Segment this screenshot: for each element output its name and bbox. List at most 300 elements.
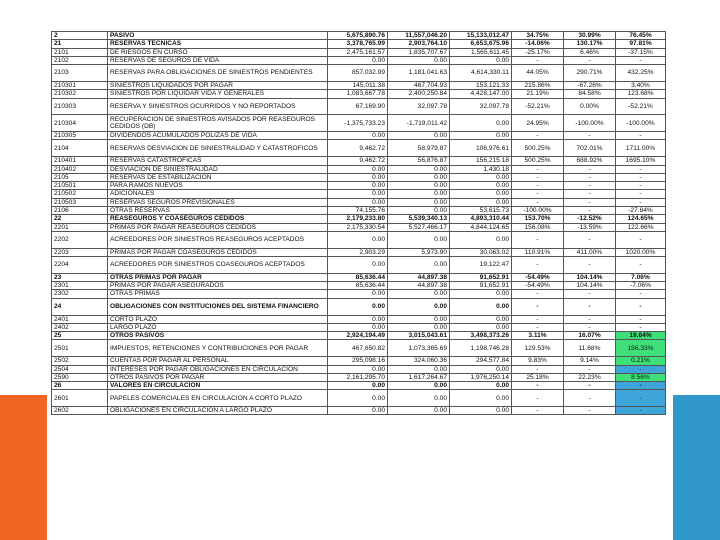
value-period-3: 91,652.91	[450, 273, 512, 281]
account-code: 2601	[52, 390, 108, 407]
account-name: OTRAS RESERVAS	[108, 207, 328, 215]
account-code: 2501	[52, 340, 108, 357]
pct-change-3: -	[616, 407, 666, 415]
account-name: DIVIDENDOS ACUMULADOS POLIZAS DE VIDA	[108, 132, 328, 140]
table-row	[52, 223, 666, 231]
account-name: OBLIGACIONES CON INSTITUCIONES DEL SISTEMA FINANCIERO	[108, 298, 328, 315]
pct-change-2: 702.01%	[564, 140, 616, 157]
value-period-3: 32,097.78	[450, 98, 512, 115]
value-period-3: 15,133,012.47	[450, 32, 512, 40]
pct-change-2: -	[564, 173, 616, 181]
pct-change-1: -	[512, 198, 564, 206]
account-code: 2106	[52, 207, 108, 215]
pct-change-3: 1020.00%	[616, 248, 666, 256]
pct-change-2: -	[564, 182, 616, 190]
value-period-2: 0.00	[388, 407, 450, 415]
value-period-1: 467,650.82	[328, 340, 388, 357]
pct-change-2: -	[564, 298, 616, 315]
table-row	[52, 173, 666, 181]
account-code: 2105	[52, 173, 108, 181]
account-name: ADICIONALES	[108, 190, 328, 198]
value-period-1: 0.00	[328, 382, 388, 390]
value-period-1: 145,011.38	[328, 81, 388, 89]
value-period-3: 0.00	[450, 407, 512, 415]
account-name: CUENTAS POR PAGAR AL PERSONAL	[108, 357, 328, 365]
value-period-3: 1,976,250.14	[450, 373, 512, 381]
value-period-2: 5,527,466.17	[388, 223, 450, 231]
value-period-3: 4,614,330.11	[450, 65, 512, 82]
pct-change-2: 6.46%	[564, 48, 616, 56]
account-code: 22	[52, 215, 108, 223]
pct-change-3: -52.21%	[616, 98, 666, 115]
account-name: PRIMAS POR PAGAR COASEGUROS CEDIDOS	[108, 248, 328, 256]
pct-change-1: -54.49%	[512, 282, 564, 290]
value-period-1: 1,083,667.78	[328, 90, 388, 98]
value-period-1: 85,636.44	[328, 282, 388, 290]
account-name: PAPELES COMERCIALES EN CIRCULACION A CORTO PLAZO	[108, 390, 328, 407]
account-code: 210301	[52, 81, 108, 89]
pct-change-3: 123.68%	[616, 90, 666, 98]
value-period-1: 0.00	[328, 390, 388, 407]
value-period-2: 0.00	[388, 315, 450, 323]
pct-change-1: -	[512, 190, 564, 198]
value-period-3: 0.00	[450, 390, 512, 407]
value-period-2: 3,015,043.61	[388, 332, 450, 340]
pct-change-1: -	[512, 56, 564, 64]
pct-change-2: -12.52%	[564, 215, 616, 223]
value-period-2: 5,539,340.13	[388, 215, 450, 223]
pct-change-3: 432.25%	[616, 65, 666, 82]
account-code: 2202	[52, 231, 108, 248]
pct-change-2: 290.71%	[564, 65, 616, 82]
pct-change-1: -100.00%	[512, 207, 564, 215]
value-period-3: 0.00	[450, 182, 512, 190]
account-code: 210401	[52, 157, 108, 165]
account-code: 2101	[52, 48, 108, 56]
table-row	[52, 273, 666, 281]
value-period-3: 0.00	[450, 315, 512, 323]
pct-change-2: -13.59%	[564, 223, 616, 231]
pct-change-2: -	[564, 190, 616, 198]
value-period-1: 2,924,194.49	[328, 332, 388, 340]
value-period-2: 1,835,707.67	[388, 48, 450, 56]
pct-change-3: -	[616, 290, 666, 298]
pct-change-1: 34.75%	[512, 32, 564, 40]
account-name: DESVIACION DE SINIESTRALIDAD	[108, 165, 328, 173]
value-period-3: 0.00	[450, 115, 512, 132]
pct-change-3: 124.65%	[616, 215, 666, 223]
pct-change-1: 9.83%	[512, 357, 564, 365]
pct-change-2: -	[564, 257, 616, 274]
table-row	[52, 373, 666, 381]
value-period-1: 0.00	[328, 298, 388, 315]
value-period-3: 0.00	[450, 382, 512, 390]
pct-change-3: -7.06%	[616, 282, 666, 290]
account-code: 210304	[52, 115, 108, 132]
value-period-2: 0.00	[388, 182, 450, 190]
value-period-2: 32,097.78	[388, 98, 450, 115]
pct-change-1: -52.21%	[512, 98, 564, 115]
pct-change-3: 76.45%	[616, 32, 666, 40]
value-period-2: 1,073,365.69	[388, 340, 450, 357]
account-name: DE RIESGOS EN CURSO	[108, 48, 328, 56]
account-name: REASEGUROS Y COASEGUROS CEDIDOS	[108, 215, 328, 223]
pct-change-1: 24.95%	[512, 115, 564, 132]
value-period-1: 0.00	[328, 182, 388, 190]
table-row	[52, 340, 666, 357]
pct-change-2: -	[564, 207, 616, 215]
account-name: VALORES EN CIRCULACION	[108, 382, 328, 390]
pct-change-2: -	[564, 407, 616, 415]
value-period-1: 0.00	[328, 315, 388, 323]
account-code: 25	[52, 332, 108, 340]
table-row	[52, 190, 666, 198]
table-row	[52, 365, 666, 373]
table-row	[52, 357, 666, 365]
pct-change-2: 130.17%	[564, 40, 616, 48]
value-period-1: 0.00	[328, 198, 388, 206]
pct-change-3: -100.00%	[616, 115, 666, 132]
value-period-3: 1,198,746.28	[450, 340, 512, 357]
account-code: 2104	[52, 140, 108, 157]
account-code: 210302	[52, 90, 108, 98]
value-period-3: 4,428,147.00	[450, 90, 512, 98]
value-period-3: 4,893,310.44	[450, 215, 512, 223]
pct-change-1: -	[512, 407, 564, 415]
account-code: 210503	[52, 198, 108, 206]
liabilities-table	[51, 31, 666, 415]
pct-change-3: -37.15%	[616, 48, 666, 56]
value-period-2: 0.00	[388, 165, 450, 173]
pct-change-2: -	[564, 365, 616, 373]
pct-change-2: 104.14%	[564, 282, 616, 290]
pct-change-2: -100.00%	[564, 115, 616, 132]
pct-change-1: -14.06%	[512, 40, 564, 48]
table-row	[52, 248, 666, 256]
value-period-1: 2,179,233.80	[328, 215, 388, 223]
account-name: PRIMAS POR PAGAR ASEGURADOS	[108, 282, 328, 290]
pct-change-3: 3.40%	[616, 81, 666, 89]
value-period-2: 0.00	[388, 365, 450, 373]
pct-change-2: -	[564, 290, 616, 298]
value-period-1: 2,475,161.57	[328, 48, 388, 56]
financial-sheet	[47, 31, 673, 540]
pct-change-1: 215.86%	[512, 81, 564, 89]
value-period-1: 3,378,765.99	[328, 40, 388, 48]
account-name: PRIMAS POR PAGAR REASEGUROS CEDIDOS	[108, 223, 328, 231]
value-period-1: 0.00	[328, 407, 388, 415]
pct-change-1: -	[512, 231, 564, 248]
value-period-2: 0.00	[388, 173, 450, 181]
pct-change-1: 500.25%	[512, 140, 564, 157]
pct-change-1: 21.19%	[512, 90, 564, 98]
value-period-1: 0.00	[328, 365, 388, 373]
value-period-2: 0.00	[388, 390, 450, 407]
value-period-1: 85,636.44	[328, 273, 388, 281]
value-period-1: -1,375,733.23	[328, 115, 388, 132]
pct-change-2: -	[564, 132, 616, 140]
pct-change-2: -	[564, 56, 616, 64]
pct-change-3: 0.21%	[616, 357, 666, 365]
value-period-3: 1,565,611.45	[450, 48, 512, 56]
account-name: RESERVAS CATASTROFICAS	[108, 157, 328, 165]
pct-change-3: -	[616, 382, 666, 390]
pct-change-2: 688.92%	[564, 157, 616, 165]
value-period-3: 91,652.91	[450, 282, 512, 290]
value-period-2: 56,876.87	[388, 157, 450, 165]
value-period-1: 0.00	[328, 231, 388, 248]
pct-change-3: -	[616, 257, 666, 274]
pct-change-2: 104.14%	[564, 273, 616, 281]
pct-change-1: -	[512, 173, 564, 181]
pct-change-2: 0.00%	[564, 98, 616, 115]
account-code: 26	[52, 382, 108, 390]
value-period-2: 0.00	[388, 382, 450, 390]
pct-change-1: -	[512, 365, 564, 373]
value-period-1: 0.00	[328, 257, 388, 274]
pct-change-2: -	[564, 165, 616, 173]
value-period-2: 1,617,264.67	[388, 373, 450, 381]
pct-change-2: -	[564, 198, 616, 206]
account-code: 210402	[52, 165, 108, 173]
pct-change-3: -	[616, 132, 666, 140]
account-code: 2203	[52, 248, 108, 256]
table-row	[52, 332, 666, 340]
table-row	[52, 40, 666, 48]
account-name: RESERVAS DE SEGUROS DE VIDA	[108, 56, 328, 64]
account-name: IMPUESTOS, RETENCIONES Y CONTRIBUCIONES POR PAGAR	[108, 340, 328, 357]
value-period-3: 0.00	[450, 198, 512, 206]
account-name: RESERVAS TECNICAS	[108, 40, 328, 48]
pct-change-1: -	[512, 165, 564, 173]
pct-change-3: 122.66%	[616, 223, 666, 231]
value-period-3: 294,577.84	[450, 357, 512, 365]
value-period-3: 0.00	[450, 323, 512, 331]
table-row	[52, 257, 666, 274]
account-code: 2301	[52, 282, 108, 290]
pct-change-1: -	[512, 390, 564, 407]
pct-change-1: -	[512, 182, 564, 190]
pct-change-1: -25.17%	[512, 48, 564, 56]
value-period-3: 156,215.18	[450, 157, 512, 165]
value-period-3: 30,063.02	[450, 248, 512, 256]
pct-change-3: -27.84%	[616, 207, 666, 215]
account-name: OTRAS PRIMAS POR PAGAR	[108, 273, 328, 281]
pct-change-1: -	[512, 257, 564, 274]
account-code: 2502	[52, 357, 108, 365]
value-period-2: 5,973.90	[388, 248, 450, 256]
value-period-3: 4,844,124.65	[450, 223, 512, 231]
account-code: 210501	[52, 182, 108, 190]
value-period-2: 1,181,041.63	[388, 65, 450, 82]
table-row	[52, 132, 666, 140]
pct-change-3: 97.81%	[616, 40, 666, 48]
account-code: 210303	[52, 98, 108, 115]
value-period-2: 58,979.87	[388, 140, 450, 157]
pct-change-1: -	[512, 290, 564, 298]
pct-change-1: 110.91%	[512, 248, 564, 256]
value-period-2: 2,903,764.10	[388, 40, 450, 48]
account-code: 2590	[52, 373, 108, 381]
value-period-1: 0.00	[328, 56, 388, 64]
pct-change-3: -	[616, 231, 666, 248]
pct-change-1: -	[512, 382, 564, 390]
account-name: OBLIGACIONES EN CIRCULACION A LARGO PLAZO	[108, 407, 328, 415]
account-code: 2103	[52, 65, 108, 82]
account-code: 2201	[52, 223, 108, 231]
table-row	[52, 323, 666, 331]
pct-change-3: 7.06%	[616, 273, 666, 281]
value-period-2: 2,400,250.84	[388, 90, 450, 98]
value-period-1: 857,032.99	[328, 65, 388, 82]
pct-change-3: -	[616, 365, 666, 373]
pct-change-3: -	[616, 323, 666, 331]
value-period-2: 44,897.38	[388, 273, 450, 281]
value-period-1: 0.00	[328, 173, 388, 181]
value-period-3: 0.00	[450, 173, 512, 181]
pct-change-1: -54.49%	[512, 273, 564, 281]
value-period-1: 0.00	[328, 165, 388, 173]
account-name: RESERVA Y SINIESTROS OCURRIDOS Y NO REPORTADOS	[108, 98, 328, 115]
pct-change-3: -	[616, 56, 666, 64]
account-code: 21	[52, 40, 108, 48]
pct-change-3: -	[616, 315, 666, 323]
value-period-1: 0.00	[328, 190, 388, 198]
value-period-2: 0.00	[388, 207, 450, 215]
pct-change-2: -67.26%	[564, 81, 616, 89]
account-code: 2401	[52, 315, 108, 323]
table-row	[52, 207, 666, 215]
table-row	[52, 90, 666, 98]
account-name: ACREEDORES POR SINIESTROS REASEGUROS ACEPTADOS	[108, 231, 328, 248]
account-name: SINIESTROS LIQUIDADOS POR PAGAR	[108, 81, 328, 89]
account-code: 210305	[52, 132, 108, 140]
table-row	[52, 157, 666, 165]
table-row	[52, 407, 666, 415]
table-row	[52, 81, 666, 89]
pct-change-1: 129.53%	[512, 340, 564, 357]
value-period-1: 9,462.72	[328, 140, 388, 157]
pct-change-1: -	[512, 323, 564, 331]
pct-change-2: 22.23%	[564, 373, 616, 381]
account-name: RECUPERACION DE SINIESTROS AVISADOS POR REASEGUROS CEDIDOS (DB)	[108, 115, 328, 132]
value-period-3: 153,121.33	[450, 81, 512, 89]
table-row	[52, 298, 666, 315]
value-period-2: 0.00	[388, 56, 450, 64]
table-row	[52, 165, 666, 173]
value-period-3: 0.00	[450, 190, 512, 198]
account-name: RESERVAS SEGUROS PREVISIONALES	[108, 198, 328, 206]
account-code: 2204	[52, 257, 108, 274]
value-period-1: 2,161,295.70	[328, 373, 388, 381]
account-name: SINIESTROS POR LIQUIDAR VIDA Y GENERALES	[108, 90, 328, 98]
account-code: 23	[52, 273, 108, 281]
account-name: RESERVAS PARA OBLIGACIONES DE SINIESTROS PENDIENTES	[108, 65, 328, 82]
pct-change-3: -	[616, 173, 666, 181]
table-row	[52, 98, 666, 115]
value-period-2: 0.00	[388, 290, 450, 298]
account-name: OTROS PASIVOS POR PAGAR	[108, 373, 328, 381]
table-row	[52, 115, 666, 132]
table-row	[52, 182, 666, 190]
table-row	[52, 315, 666, 323]
account-name: PASIVO	[108, 32, 328, 40]
value-period-3: 1,430.18	[450, 165, 512, 173]
value-period-3: 0.00	[450, 56, 512, 64]
pct-change-2: -	[564, 323, 616, 331]
value-period-2: 0.00	[388, 231, 450, 248]
pct-change-3: -	[616, 390, 666, 407]
pct-change-3: 156.33%	[616, 340, 666, 357]
value-period-1: 2,175,330.54	[328, 223, 388, 231]
pct-change-2: 84.58%	[564, 90, 616, 98]
value-period-2: -1,719,011.42	[388, 115, 450, 132]
pct-change-2: 30.99%	[564, 32, 616, 40]
account-name: CORTO PLAZO	[108, 315, 328, 323]
pct-change-3: 1695.10%	[616, 157, 666, 165]
account-name: INTERESES POR PAGAR OBLIGACIONES EN CIRCULACION	[108, 365, 328, 373]
value-period-3: 0.00	[450, 132, 512, 140]
pct-change-1: -	[512, 315, 564, 323]
pct-change-2: 11.68%	[564, 340, 616, 357]
pct-change-2: -	[564, 315, 616, 323]
table-row	[52, 140, 666, 157]
pct-change-3: -	[616, 298, 666, 315]
value-period-2: 0.00	[388, 190, 450, 198]
pct-change-1: 500.25%	[512, 157, 564, 165]
pct-change-3: 8.56%	[616, 373, 666, 381]
table-row	[52, 382, 666, 390]
pct-change-3: 1711.00%	[616, 140, 666, 157]
table-row	[52, 48, 666, 56]
value-period-3: 53,615.73	[450, 207, 512, 215]
value-period-1: 0.00	[328, 323, 388, 331]
table-row	[52, 390, 666, 407]
pct-change-1: 153.70%	[512, 215, 564, 223]
table-row	[52, 198, 666, 206]
value-period-1: 2,903.29	[328, 248, 388, 256]
pct-change-3: 19.64%	[616, 332, 666, 340]
value-period-1: 9,462.72	[328, 157, 388, 165]
value-period-2: 467,704.93	[388, 81, 450, 89]
value-period-2: 324,060.36	[388, 357, 450, 365]
value-period-2: 0.00	[388, 298, 450, 315]
pct-change-3: -	[616, 182, 666, 190]
table-row	[52, 32, 666, 40]
value-period-2: 0.00	[388, 132, 450, 140]
table-row	[52, 231, 666, 248]
pct-change-3: -	[616, 190, 666, 198]
value-period-2: 0.00	[388, 257, 450, 274]
value-period-3: 6,653,675.96	[450, 40, 512, 48]
value-period-1: 67,169.90	[328, 98, 388, 115]
account-name: OTRAS PRIMAS	[108, 290, 328, 298]
pct-change-1: -	[512, 298, 564, 315]
account-code: 2	[52, 32, 108, 40]
account-name: LARGO PLAZO	[108, 323, 328, 331]
account-code: 2302	[52, 290, 108, 298]
pct-change-2: -	[564, 382, 616, 390]
value-period-3: 19,122.47	[450, 257, 512, 274]
account-code: 2504	[52, 365, 108, 373]
pct-change-1: 44.05%	[512, 65, 564, 82]
value-period-1: 0.00	[328, 132, 388, 140]
value-period-3: 3,498,373.26	[450, 332, 512, 340]
value-period-1: 0.00	[328, 290, 388, 298]
value-period-3: 0.00	[450, 290, 512, 298]
value-period-2: 0.00	[388, 323, 450, 331]
table-row	[52, 65, 666, 82]
